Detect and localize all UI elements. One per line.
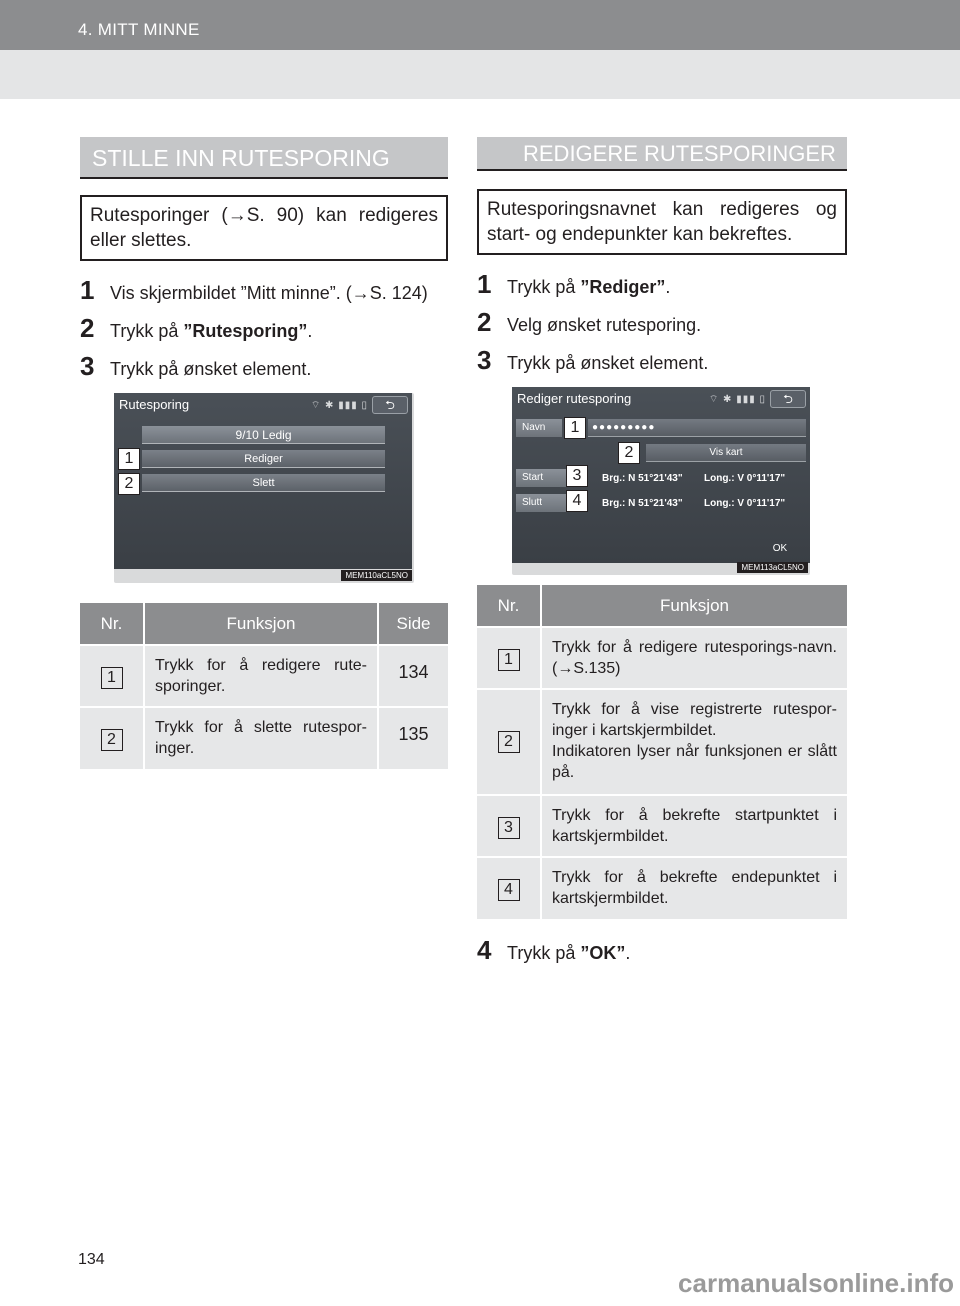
info-box-left: Rutesporinger (→S. 90) kan redigeres eller slettes. xyxy=(80,195,448,261)
table-row xyxy=(477,627,847,689)
callout-3: 3 xyxy=(566,465,588,487)
cell-function: Trykk for å slette rutespor-inger. xyxy=(144,707,378,769)
table-header-row xyxy=(80,603,448,645)
device-screen xyxy=(114,393,412,569)
back-button[interactable]: ⮌ xyxy=(372,396,408,414)
status-icons: ⌔ ✱ ▮▮▮ ▯ xyxy=(310,400,368,411)
function-line: Indikatoren lyser når funksjonen er slått på. xyxy=(552,743,837,781)
callout-4: 4 xyxy=(566,490,588,512)
delete-button[interactable]: Slett xyxy=(142,474,385,492)
table-row xyxy=(80,645,448,707)
number-box: 2 xyxy=(498,731,520,753)
function-table-right xyxy=(477,585,847,919)
free-slots-bar: 9/10 Ledig xyxy=(142,426,385,444)
step-text-bold: ”OK” xyxy=(580,943,626,963)
step-text xyxy=(110,321,312,342)
image-code: MEM110aCL5NO xyxy=(341,570,412,581)
table-header-row xyxy=(477,585,847,627)
step-number: 2 xyxy=(80,313,95,343)
step-number: 3 xyxy=(80,351,95,381)
start-button[interactable]: Start xyxy=(516,469,576,487)
step-number: 1 xyxy=(477,269,492,299)
ok-button[interactable]: OK xyxy=(772,543,788,554)
section-title-right: REDIGERE RUTESPORINGER xyxy=(477,137,847,171)
show-map-button[interactable]: Vis kart xyxy=(646,444,806,462)
callout-1: 1 xyxy=(118,448,140,470)
edit-button[interactable]: Rediger xyxy=(142,450,385,468)
step-text xyxy=(507,943,630,964)
col-header-function: Funksjon xyxy=(541,585,847,627)
callout-2: 2 xyxy=(118,473,140,495)
step-text-suffix: . xyxy=(307,321,313,341)
step-text xyxy=(507,277,670,298)
step-number: 3 xyxy=(477,345,492,375)
col-header-page: Side xyxy=(378,603,448,645)
number-box: 2 xyxy=(101,729,123,751)
step-text: Trykk på ønsket element. xyxy=(507,353,709,373)
screen-title: Rediger rutesporing xyxy=(517,391,632,406)
device-screen xyxy=(512,387,810,563)
name-label: Navn xyxy=(516,419,562,437)
header-sub-bar xyxy=(0,50,960,99)
steps-right xyxy=(477,269,847,383)
number-box: 4 xyxy=(498,879,520,901)
number-box: 1 xyxy=(101,667,123,689)
end-longitude: Long.: V 0°11'17" xyxy=(704,498,786,509)
steps-left xyxy=(80,275,448,389)
start-latitude: Brg.: N 51°21'43" xyxy=(602,473,683,484)
step-text-bold: ”Rediger” xyxy=(580,277,666,297)
number-box: 1 xyxy=(498,649,520,671)
step-1 xyxy=(477,269,847,307)
step-text: Trykk på ønsket element. xyxy=(110,359,312,379)
step-number: 2 xyxy=(477,307,492,337)
cell-nr xyxy=(477,689,541,795)
step-text-bold: ”Rutesporing” xyxy=(183,321,308,341)
section-title-left: STILLE INN RUTESPORING xyxy=(80,137,448,179)
screenshot-route-tracking xyxy=(114,393,414,583)
step-3 xyxy=(477,345,847,383)
col-header-function: Funksjon xyxy=(144,603,378,645)
end-button[interactable]: Slutt xyxy=(516,494,576,512)
table-row xyxy=(477,795,847,857)
step-text-prefix: Trykk på xyxy=(507,943,581,963)
cell-function: Trykk for å bekrefte startpunktet i kartskjermbildet. xyxy=(541,795,847,857)
cell-function xyxy=(541,689,847,795)
function-table-left xyxy=(80,603,448,769)
step-2 xyxy=(477,307,847,345)
step-text: Velg ønsket rutesporing. xyxy=(507,315,702,335)
watermark: carmanualsonline.info xyxy=(678,1268,954,1298)
info-box-right: Rutesporingsnavnet kan redigeres og start- og endepunkter kan bekreftes. xyxy=(477,189,847,255)
step-4 xyxy=(477,935,847,973)
number-box: 3 xyxy=(498,817,520,839)
screen-title: Rutesporing xyxy=(119,397,190,412)
cell-nr xyxy=(477,795,541,857)
left-column xyxy=(80,137,448,769)
cell-function: Trykk for å redigere rutesporings-navn. (→S.135) xyxy=(541,627,847,689)
table-row xyxy=(477,857,847,919)
chapter-title: 4. MITT MINNE xyxy=(78,20,200,39)
cell-function: Trykk for å bekrefte endepunktet i kartskjermbildet. xyxy=(541,857,847,919)
step-2 xyxy=(80,313,448,351)
screenshot-edit-route-tracking xyxy=(512,387,810,575)
step-1 xyxy=(80,275,448,313)
chapter-header-bar xyxy=(0,0,960,50)
steps-right-final xyxy=(477,935,847,973)
step-number: 1 xyxy=(80,275,95,305)
callout-2: 2 xyxy=(618,442,640,464)
cell-page: 134 xyxy=(378,645,448,707)
back-button[interactable]: ⮌ xyxy=(770,390,806,408)
start-longitude: Long.: V 0°11'17" xyxy=(704,473,786,484)
cell-nr xyxy=(80,707,144,769)
cell-nr xyxy=(477,857,541,919)
col-header-nr: Nr. xyxy=(80,603,144,645)
right-column xyxy=(477,137,847,973)
cell-function: Trykk for å redigere rute-sporinger. xyxy=(144,645,378,707)
step-3 xyxy=(80,351,448,389)
name-field[interactable]: ●●●●●●●●● xyxy=(588,419,806,437)
step-text-prefix: Trykk på xyxy=(507,277,581,297)
table-row xyxy=(477,689,847,795)
callout-1: 1 xyxy=(564,417,586,439)
step-text: Vis skjermbildet ”Mitt minne”. (→S. 124) xyxy=(110,283,428,303)
step-number: 4 xyxy=(477,935,492,965)
step-text-prefix: Trykk på xyxy=(110,321,184,341)
table-row xyxy=(80,707,448,769)
status-icons: ⌔ ✱ ▮▮▮ ▯ xyxy=(708,394,766,405)
end-latitude: Brg.: N 51°21'43" xyxy=(602,498,683,509)
step-text-suffix: . xyxy=(665,277,671,297)
cell-nr xyxy=(80,645,144,707)
step-text-suffix: . xyxy=(625,943,631,963)
col-header-nr: Nr. xyxy=(477,585,541,627)
cell-page: 135 xyxy=(378,707,448,769)
image-code: MEM113aCL5NO xyxy=(737,562,808,573)
page-number: 134 xyxy=(78,1251,105,1268)
cell-nr xyxy=(477,627,541,689)
function-line: Trykk for å vise registrerte rutespor-inger i kartskjermbildet. xyxy=(552,701,837,739)
